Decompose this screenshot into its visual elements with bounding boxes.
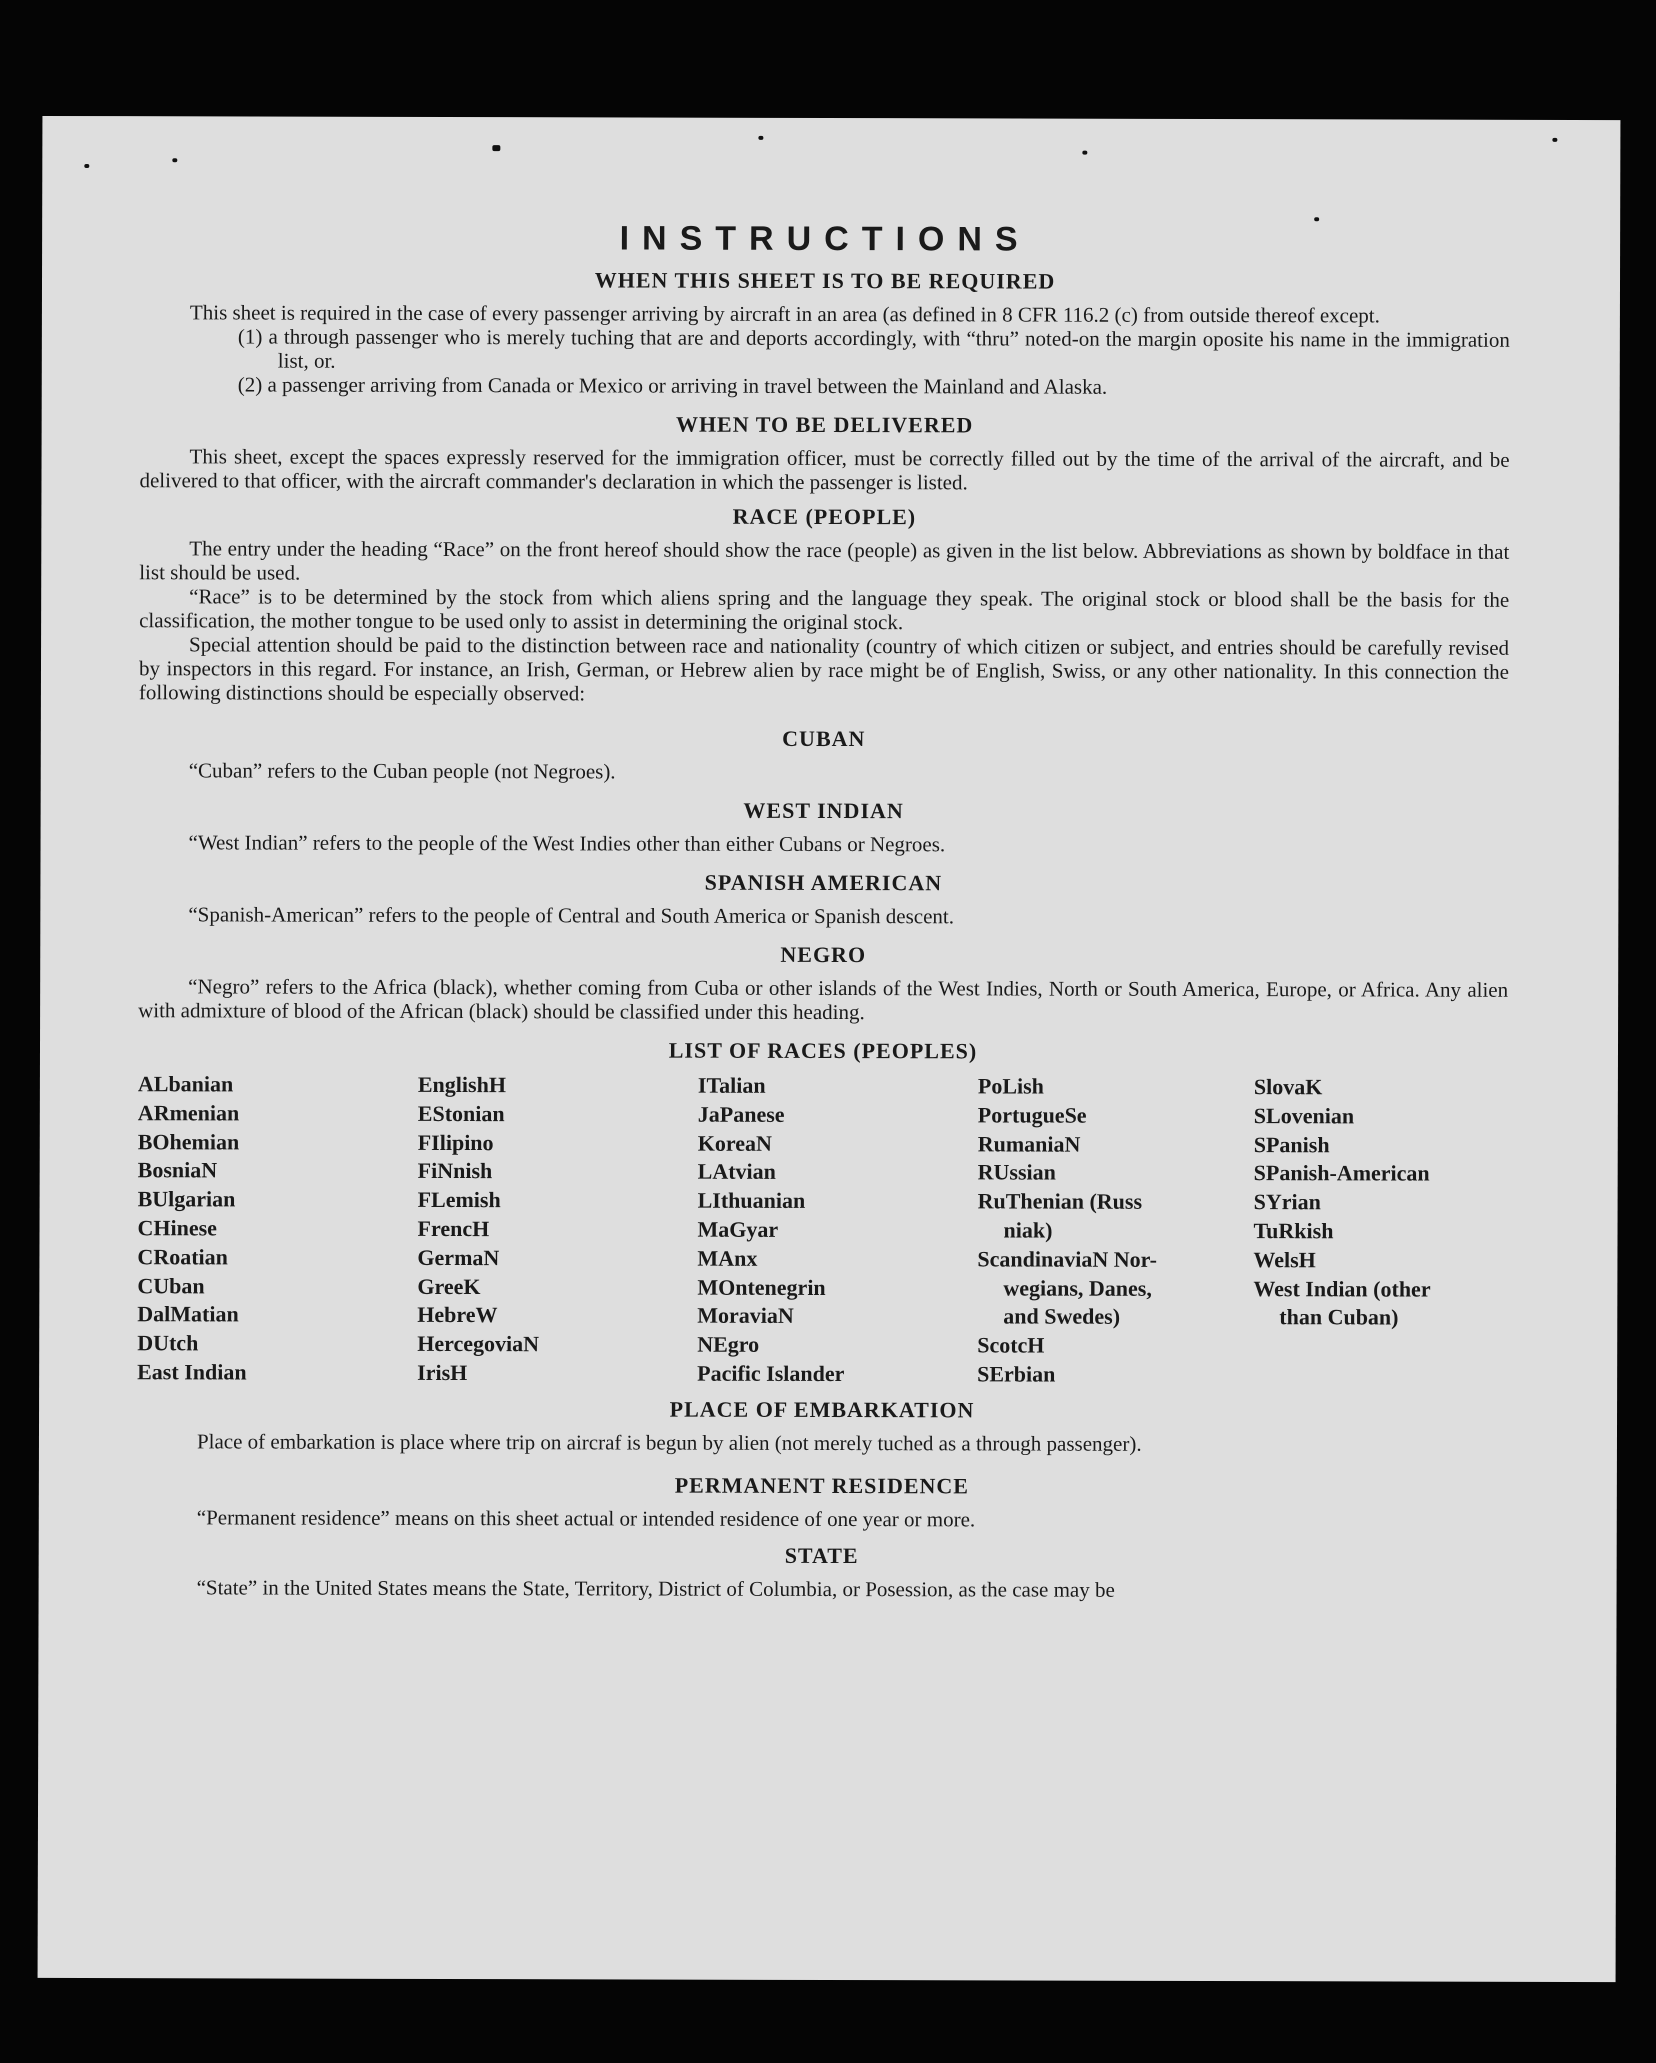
race-entry: Pacific Islander xyxy=(697,1360,845,1387)
required-exception-2: (2) a passenger arriving from Canada or Mexico or arriving in travel between the Mainland and Alaska. xyxy=(237,372,1108,399)
race-entry: ARmenian xyxy=(137,1099,240,1126)
race-entry: CHinese xyxy=(137,1215,218,1241)
scan-speck xyxy=(1082,151,1087,155)
races-column-2 xyxy=(417,1071,698,1388)
section-heading-list-of-races: LIST OF RACES (PEOPLES) xyxy=(668,1037,978,1064)
state-paragraph: “State” in the United States means the State, Territory, District of Columbia, or Posession, as the case may be xyxy=(196,1575,1115,1602)
race-entry: RUssian xyxy=(977,1159,1056,1185)
spanish-american-paragraph: “Spanish-American” refers to the people of Central and South America or Spanish descent. xyxy=(188,902,955,929)
race-entry: NEgro xyxy=(697,1331,760,1357)
race-entry: SlovaK xyxy=(1253,1074,1323,1100)
section-heading-cuban: CUBAN xyxy=(782,725,866,752)
race-entry: KoreaN xyxy=(697,1130,772,1156)
section-heading-embarkation: PLACE OF EMBARKATION xyxy=(669,1396,975,1423)
section-heading-delivered: WHEN TO BE DELIVERED xyxy=(675,411,974,438)
race-entry: BUlgarian xyxy=(137,1186,236,1212)
races-column-3 xyxy=(697,1072,978,1389)
race-entry: ScotcH xyxy=(977,1332,1045,1358)
race-entry: SErbian xyxy=(977,1361,1056,1387)
race-entry-continued: than Cuban) xyxy=(1279,1304,1399,1330)
section-heading-negro: NEGRO xyxy=(780,941,867,968)
delivered-paragraph: This sheet, except the spaces expressly reserved for the immigration officer, must be correctly filled out by the time of the arrival of the aircraft, and be delivered to that officer, with the aircraft commander's declaration in which the passenger is listed. xyxy=(139,444,1510,495)
race-entry: MAnx xyxy=(697,1245,758,1271)
race-entry-continued: wegians, Danes, xyxy=(1003,1275,1152,1301)
race-entry: IrisH xyxy=(417,1359,468,1386)
race-entry: RuThenian (Russ xyxy=(977,1188,1143,1215)
residence-paragraph: “Permanent residence” means on this sheet actual or intended residence of one year or more. xyxy=(196,1505,976,1532)
scan-speck xyxy=(758,136,763,140)
race-entry: SLovenian xyxy=(1253,1102,1355,1129)
race-entry: FiNnish xyxy=(417,1158,493,1184)
race-entry: JaPanese xyxy=(697,1101,785,1127)
race-entry: PoLish xyxy=(977,1073,1044,1099)
race-entry: RumaniaN xyxy=(977,1130,1081,1157)
required-paragraph: This sheet is required in the case of every passenger arriving by aircraft in an area (as defined in 8 CFR 116.2 (c) from outside thereof except. xyxy=(189,300,1380,328)
instructions-content xyxy=(137,216,1511,1602)
race-entry: HebreW xyxy=(417,1302,498,1328)
page-title: INSTRUCTIONS xyxy=(619,219,1031,259)
race-entry: MaGyar xyxy=(697,1216,779,1242)
race-entry: East Indian xyxy=(137,1359,247,1385)
race-entry: DUtch xyxy=(137,1330,199,1356)
section-heading-west-indian: WEST INDIAN xyxy=(743,797,904,824)
document-sheet xyxy=(38,116,1621,1982)
scan-speck xyxy=(1552,138,1557,142)
race-entry: SPanish-American xyxy=(1253,1160,1430,1186)
section-heading-state: STATE xyxy=(784,1542,859,1568)
race-entry: BOhemian xyxy=(137,1128,240,1155)
race-entry: ScandinaviaN Nor- xyxy=(977,1246,1157,1272)
race-entry: FrencH xyxy=(417,1215,490,1242)
race-entry: PortugueSe xyxy=(977,1102,1087,1128)
races-list xyxy=(137,1070,1508,1390)
cuban-paragraph: “Cuban” refers to the Cuban people (not Negroes). xyxy=(188,758,616,784)
race-entry: West Indian (other xyxy=(1253,1275,1431,1302)
section-heading-required: WHEN THIS SHEET IS TO BE REQUIRED xyxy=(594,267,1056,294)
scan-speck xyxy=(492,145,500,151)
race-entry: EStonian xyxy=(417,1100,505,1126)
race-entry: SPanish xyxy=(1253,1131,1330,1157)
race-entry: LAtvian xyxy=(697,1159,776,1185)
race-entry: CRoatian xyxy=(137,1243,228,1270)
race-entry: MoraviaN xyxy=(697,1303,794,1329)
race-entry: FLemish xyxy=(417,1187,501,1213)
races-column-4 xyxy=(977,1072,1254,1389)
west-indian-paragraph: “West Indian” refers to the people of the West Indies other than either Cubans or Negroes. xyxy=(188,830,946,857)
embarkation-paragraph: Place of embarkation is place where trip on aircraf is begun by alien (not merely tuched as a through passenger). xyxy=(196,1429,1142,1456)
race-entry-continued: and Swedes) xyxy=(1003,1303,1121,1330)
race-entry: MOntenegrin xyxy=(697,1274,826,1300)
required-exception-1: (1) a through passenger who is merely tuching that are and deports accordingly, with “thru” noted-on the margin oposite his name in the immigration list, or. xyxy=(237,324,1510,373)
race-entry-continued: niak) xyxy=(1003,1217,1053,1243)
section-heading-residence: PERMANENT RESIDENCE xyxy=(674,1472,970,1499)
scan-speck xyxy=(172,158,177,162)
race-paragraph-2: “Race” is to be determined by the stock from which aliens spring and the language they speak. The original stock or blood shall be the basis for the classification, the mother tongue to be used only to assist in determining the original stock. xyxy=(139,584,1510,635)
race-paragraph-1: The entry under the heading “Race” on the front hereof should show the race (people) as given in the list below. Abbreviations as shown by boldface in that list should be used. xyxy=(139,536,1510,585)
race-entry: WelsH xyxy=(1253,1246,1316,1273)
race-entry: FIlipino xyxy=(417,1129,494,1155)
race-entry: CUban xyxy=(137,1272,205,1298)
section-heading-race: RACE (PEOPLE) xyxy=(732,503,917,530)
section-heading-spanish-american: SPANISH AMERICAN xyxy=(704,869,943,896)
race-entry: SYrian xyxy=(1253,1189,1321,1215)
race-entry: DalMatian xyxy=(137,1301,239,1327)
race-entry: GreeK xyxy=(417,1273,481,1299)
race-entry: ITalian xyxy=(697,1072,766,1098)
race-entry: HercegoviaN xyxy=(417,1331,540,1357)
race-paragraph-3: Special attention should be paid to the distinction between race and nationality (country of which citizen or subject, and entries should be carefully revised by inspectors in this regard. For instance, an Irish, German, or Hebrew alien by race might be of English, Swiss, or any other nationality. In this connection the following distinctions should be especially observed: xyxy=(138,632,1510,706)
negro-paragraph: “Negro” refers to the Africa (black), whether coming from Cuba or other islands of the West Indies, North or South America, Europe, or Africa. Any alien with admixture of blood of the African (black) should be classified under this heading. xyxy=(138,974,1509,1025)
races-column-1 xyxy=(137,1070,418,1387)
race-entry: BosniaN xyxy=(137,1157,218,1183)
race-entry: LIthuanian xyxy=(697,1187,806,1214)
race-entry: TuRkish xyxy=(1253,1218,1334,1244)
scan-speck xyxy=(84,164,89,168)
race-entry: ALbanian xyxy=(137,1071,234,1097)
race-entry: GermaN xyxy=(417,1244,500,1270)
races-column-5 xyxy=(1253,1073,1508,1390)
race-entry: EnglishH xyxy=(417,1071,506,1098)
